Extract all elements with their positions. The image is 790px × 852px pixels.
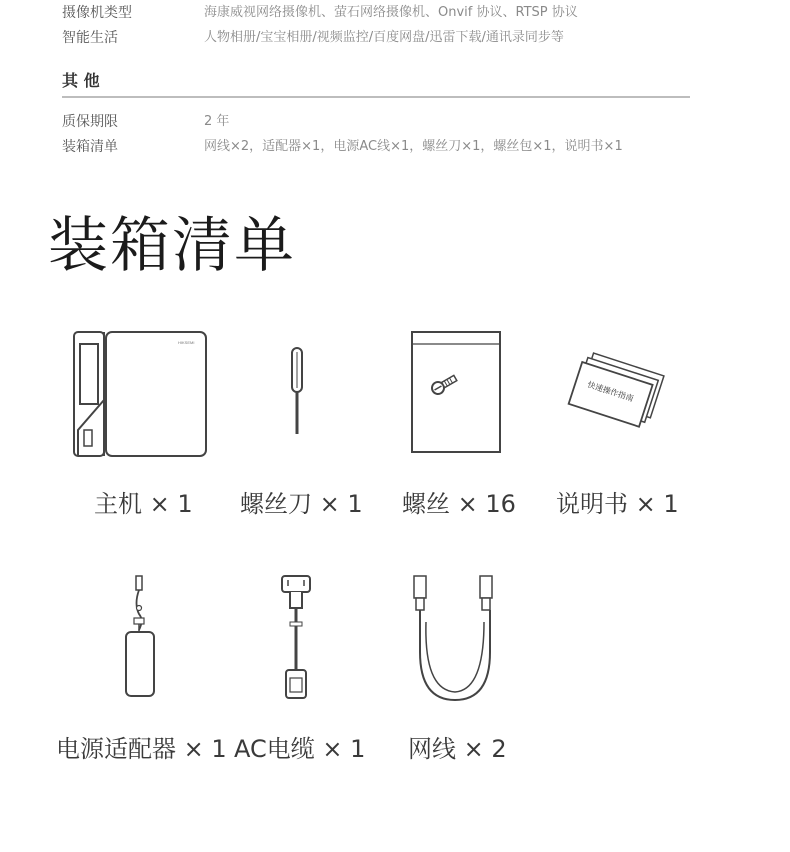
spec-value: 网线×2，适配器×1，电源AC线×1，螺丝刀×1，螺丝包×1，说明书×1 (204, 139, 623, 154)
item-caption: 说明书 × 1 (556, 490, 679, 518)
spec-label: 装箱清单 (62, 139, 118, 155)
brand-label: HIKSEMI (178, 340, 195, 345)
manual-cover-text: 快速操作指南 (586, 379, 635, 404)
spec-label: 摄像机类型 (62, 5, 132, 21)
item-caption: 电源适配器 × 1 (56, 735, 227, 763)
spec-label: 智能生活 (62, 30, 118, 46)
spec-label: 质保期限 (62, 114, 118, 130)
item-caption: 主机 × 1 (94, 490, 193, 518)
screw-bag-icon (410, 330, 504, 454)
manual-icon (564, 352, 668, 436)
page-title: 装箱清单 (48, 211, 296, 281)
ac-cable-icon (278, 574, 318, 702)
item-caption: AC电缆 × 1 (234, 735, 366, 763)
item-caption: 螺丝刀 × 1 (240, 490, 363, 518)
power-adapter-icon (120, 574, 160, 700)
section-title-other: 其 他 (62, 71, 100, 90)
network-cable-icon (410, 572, 502, 704)
item-caption: 螺丝 × 16 (402, 490, 516, 518)
host-device-icon (72, 330, 210, 458)
spec-value: 海康威视网络摄像机、萤石网络摄像机、Onvif 协议、RTSP 协议 (204, 5, 578, 20)
spec-value: 2 年 (204, 114, 230, 129)
section-divider (62, 96, 690, 98)
screwdriver-icon (286, 346, 308, 438)
item-caption: 网线 × 2 (408, 735, 507, 763)
spec-value: 人物相册/宝宝相册/视频监控/百度网盘/迅雷下载/通讯录同步等 (204, 30, 564, 45)
